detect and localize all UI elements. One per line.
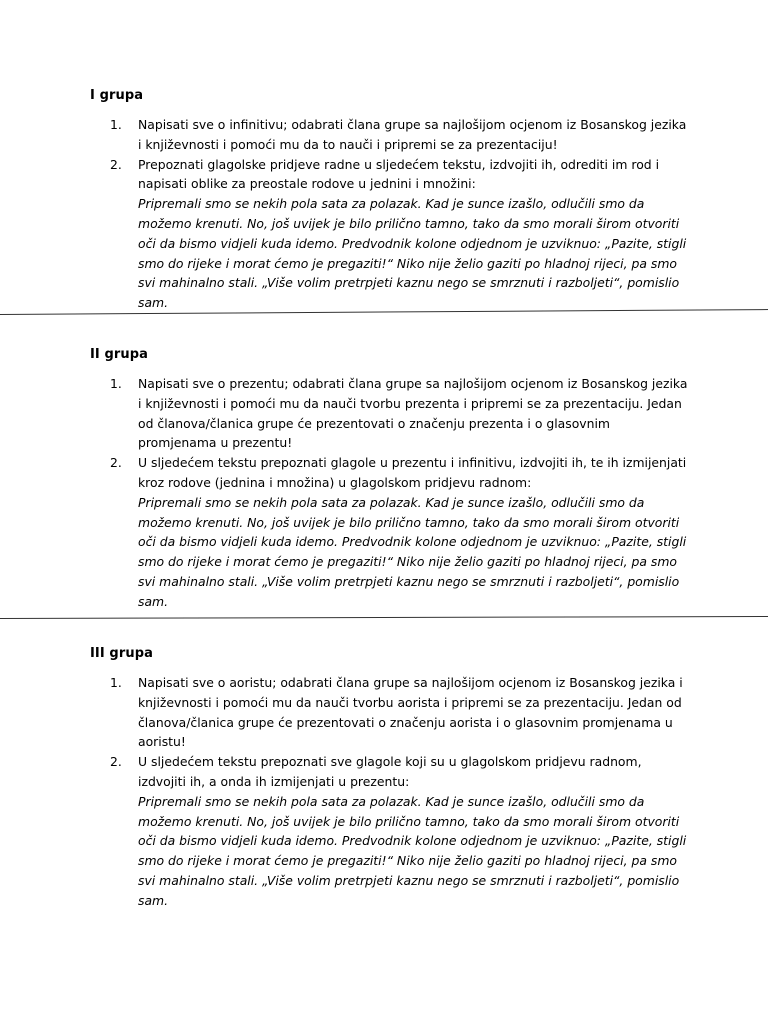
task-text: Napisati sve o prezentu; odabrati člana grupe sa najlošijom ocjenom iz Bosanskog jezika i književnosti i pomoći mu da nauči tvorbu prezenta i pripremi se za prezentaciju. Jedan od članova/članica grupe će prezentovati o značenju prezenta i o glasovnim promjenama u prezentu! — [138, 376, 688, 451]
section-divider — [0, 616, 768, 619]
group-3-task-list — [110, 673, 690, 911]
group-1-task-2 — [110, 155, 690, 313]
group-1-task-1 — [110, 115, 690, 155]
group-2-task-2 — [110, 453, 690, 611]
task-number: 2. — [110, 754, 122, 770]
task-text: Napisati sve o aoristu; odabrati člana grupe sa najlošijom ocjenom iz Bosanskog jezika i književnosti i pomoći mu da nauči tvorbu aorista i pripremi se za prezentaciju. Jedan od članova/članica grupe će prezentovati o značenju aorista i o glasovnim promjenama u aoristu! — [138, 675, 683, 750]
group-2-task-list — [110, 374, 690, 612]
group-2-title: II grupa — [90, 347, 149, 362]
task-text: Prepoznati glagolske pridjeve radne u sljedećem tekstu, izdvojiti ih, odrediti im rod i napisati oblike za preostale rodove u jednini i množini: — [138, 156, 660, 192]
task-text: Napisati sve o infinitivu; odabrati člana grupe sa najlošijom ocjenom iz Bosanskog jezika i književnosti i pomoći mu da to nauči i pripremi se za prezentaciju! — [138, 117, 687, 152]
task-number: 1. — [110, 117, 122, 132]
reading-passage: Pripremali smo se nekih pola sata za polazak. Kad je sunce izašlo, odlučili smo da možemo krenuti. No, još uvijek je bilo prilično tamno, tako da smo morali širom otvoriti oči da bismo vidjeli kuda idemo. Predvodnik kolone odjednom je uzviknuo: „Pazite, stigli smo do rijeke i morat ćemo je pregaziti!“ Niko nije želio gaziti po hladnoj rijeci, pa smo svi mahinalno stali. „Više volim pretrpjeti kaznu nego se smrznuti i razboljeti“, pomislio sam. — [138, 494, 687, 609]
group-3-task-2 — [110, 752, 690, 910]
group-3-task-1 — [110, 673, 690, 752]
task-text: U sljedećem tekstu prepoznati sve glagole koji su u glagolskom pridjevu radnom, izdvojiti ih, a onda ih izmijenjati u prezentu: — [138, 754, 642, 789]
task-number: 2. — [110, 156, 122, 172]
group-3-title: III grupa — [90, 646, 153, 661]
reading-passage: Pripremali smo se nekih pola sata za polazak. Kad je sunce izašlo, odlučili smo da možemo krenuti. No, još uvijek je bilo prilično tamno, tako da smo morali širom otvoriti oči da bismo vidjeli kuda idemo. Predvodnik kolone odjednom je uzviknuo: „Pazite, stigli smo do rijeke i morat ćemo je pregaziti!“ Niko nije želio gaziti po hladnoj rijeci, pa smo svi mahinalno stali. „Više volim pretrpjeti kaznu nego se smrznuti i razboljeti“, pomislio sam. — [138, 793, 687, 908]
group-1-task-list — [110, 115, 690, 313]
task-number: 1. — [110, 376, 122, 391]
task-number: 2. — [110, 455, 122, 471]
reading-passage: Pripremali smo se nekih pola sata za polazak. Kad je sunce izašlo, odlučili smo da možemo krenuti. No, još uvijek je bilo prilično tamno, tako da smo morali širom otvoriti oči da bismo vidjeli kuda idemo. Predvodnik kolone odjednom je uzviknuo: „Pazite, stigli smo do rijeke i morat ćemo je pregaziti!“ Niko nije želio gaziti po hladnoj rijeci, pa smo svi mahinalno stali. „Više volim pretrpjeti kaznu nego se smrznuti i razboljeti“, pomislio sam. — [138, 196, 687, 311]
task-number: 1. — [110, 675, 122, 690]
group-2-task-1 — [110, 374, 690, 453]
task-text: U sljedećem tekstu prepoznati glagole u prezentu i infinitivu, izdvojiti ih, te ih izmijenjati kroz rodove (jednina i množina) u glagolskom pridjevu radnom: — [138, 455, 687, 490]
group-1-title: I grupa — [90, 88, 144, 103]
